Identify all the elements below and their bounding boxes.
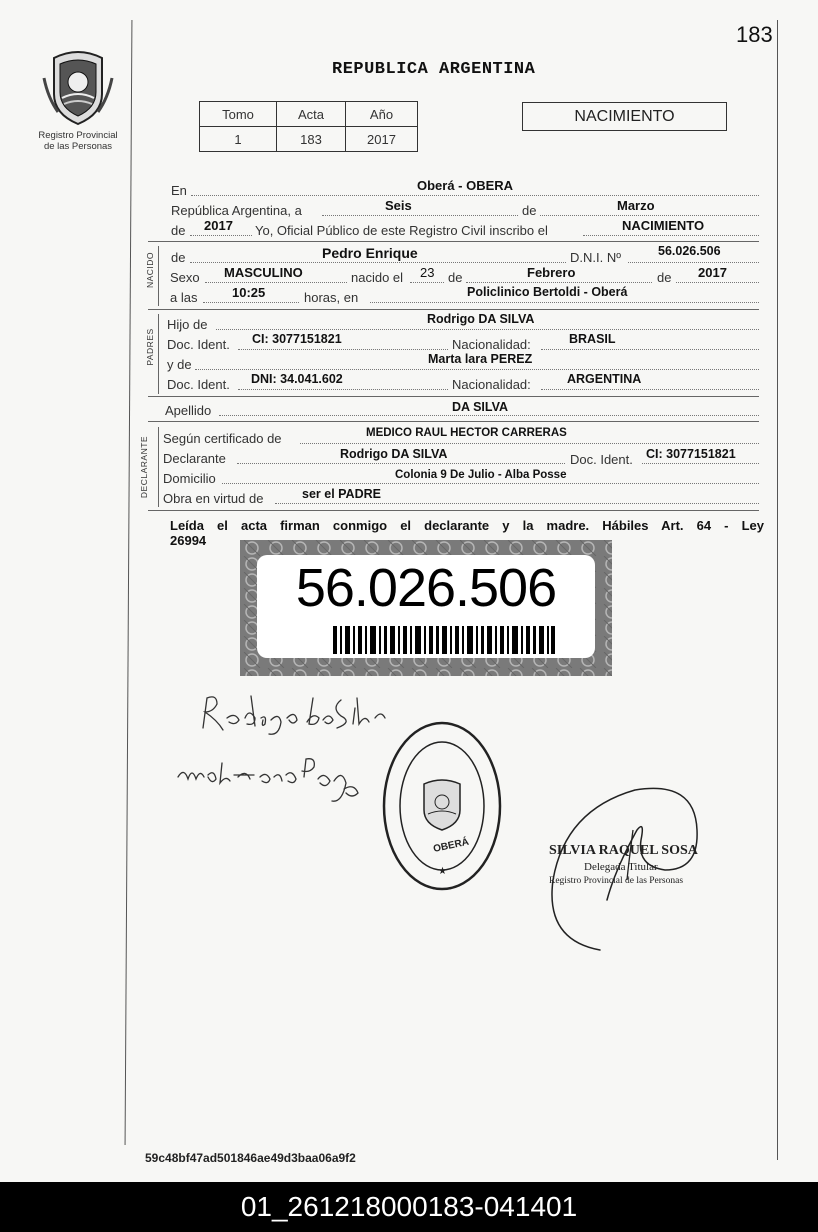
registry-name-line1: Registro Provincial <box>38 130 118 141</box>
anio-header: Año <box>346 102 418 127</box>
act-type-value: NACIMIENTO <box>622 218 705 233</box>
address-value: Colonia 9 De Julio - Alba Posse <box>395 469 567 481</box>
sticker-label-area <box>257 555 595 658</box>
section-divider <box>158 427 159 507</box>
dotted-line <box>237 463 565 464</box>
surname-value: DA SILVA <box>452 400 509 414</box>
acta-header: Acta <box>277 102 346 127</box>
segun-certificado-label: Según certificado de <box>163 431 282 446</box>
dotted-line <box>216 329 759 330</box>
footer-code-bar: 01_261218000183-041401 <box>0 1182 818 1232</box>
doc-ident-label: Doc. Ident. <box>167 377 230 392</box>
padres-section-label: PADRES <box>145 328 155 366</box>
seal-coat-of-arms <box>424 780 460 830</box>
dotted-line <box>642 463 759 464</box>
dotted-line <box>219 415 759 416</box>
section-separator <box>148 421 759 422</box>
dni-label: D.N.I. Nº <box>570 250 621 265</box>
declarante-label: Declarante <box>163 451 226 466</box>
day-value: Seis <box>385 198 412 213</box>
declarant-doc-value: CI: 3077151821 <box>646 447 736 461</box>
dotted-line <box>370 302 759 303</box>
year-value: 2017 <box>204 218 233 233</box>
father-name-value: Rodrigo DA SILVA <box>427 312 535 326</box>
declarant-value: Rodrigo DA SILVA <box>340 447 448 461</box>
birth-day-value: 23 <box>420 265 435 280</box>
nacionalidad-label: Nacionalidad: <box>452 337 531 352</box>
birth-year-value: 2017 <box>698 265 727 280</box>
record-table-header-row <box>200 102 418 127</box>
nacionalidad-label: Nacionalidad: <box>452 377 531 392</box>
registry-seal-stamp <box>380 718 504 894</box>
mother-nationality-value: ARGENTINA <box>567 372 642 386</box>
dotted-line <box>676 282 759 283</box>
birth-place-value: Policlinico Bertoldi - Oberá <box>467 285 628 299</box>
birth-time-value: 10:25 <box>232 285 266 300</box>
obra-label: Obra en virtud de <box>163 491 264 506</box>
dotted-line <box>466 282 652 283</box>
mother-signature <box>174 755 364 807</box>
registry-name <box>26 130 130 152</box>
doc-ident-label: Doc. Ident. <box>167 337 230 352</box>
de-label: de <box>171 223 186 238</box>
dotted-line <box>238 389 448 390</box>
seal-star: ★ <box>438 866 447 877</box>
dotted-line <box>195 369 759 370</box>
official-role: Delegada Titular <box>584 861 658 873</box>
de-label: de <box>657 270 672 285</box>
dni-number-sticker <box>240 540 612 676</box>
dotted-line <box>322 215 518 216</box>
hijo-de-label: Hijo de <box>167 317 208 332</box>
y-de-label: y de <box>167 357 192 372</box>
dotted-line <box>238 349 448 350</box>
capacity-value: ser el PADRE <box>302 487 381 501</box>
left-margin-line <box>125 20 133 1145</box>
child-dni-value: 56.026.506 <box>658 244 721 258</box>
dotted-line <box>540 215 759 216</box>
sexo-label: Sexo <box>170 270 200 285</box>
dotted-line <box>541 389 759 390</box>
official-organization: Registro Provincial de las Personas <box>549 876 684 886</box>
section-separator <box>148 510 759 511</box>
dotted-line <box>205 282 347 283</box>
month-value: Marzo <box>617 198 655 213</box>
declarante-section-label: DECLARANTE <box>139 435 149 499</box>
dotted-line <box>628 262 759 263</box>
domicilio-label: Domicilio <box>163 471 216 486</box>
dotted-line <box>203 302 299 303</box>
province-coat-of-arms-logo <box>40 48 116 128</box>
registry-name-line2: de las Personas <box>43 141 113 152</box>
dotted-line <box>190 235 252 236</box>
dotted-line <box>222 483 759 484</box>
section-divider <box>158 246 159 306</box>
horas-label: horas, en <box>304 290 359 305</box>
closing-statement: Leída el acta firman conmigo el declarante y la madre. Hábiles Art. 64 - Ley <box>170 518 764 533</box>
acta-value: 183 <box>277 127 346 152</box>
mother-doc-value: DNI: 34.041.602 <box>251 372 343 386</box>
tomo-value: 1 <box>200 127 277 152</box>
nacido-section-label: NACIDO <box>145 251 155 289</box>
record-table-value-row <box>200 127 418 152</box>
certificate-value: MEDICO RAUL HECTOR CARRERAS <box>366 427 567 439</box>
right-margin-line <box>777 20 778 1160</box>
tomo-header: Tomo <box>200 102 277 127</box>
dotted-line <box>191 195 759 196</box>
a-las-label: a las <box>170 290 198 305</box>
dotted-line <box>190 262 566 263</box>
mother-name-value: Marta lara PEREZ <box>428 352 533 366</box>
de-label: de <box>171 250 186 265</box>
father-nationality-value: BRASIL <box>569 332 616 346</box>
section-separator <box>148 241 759 242</box>
place-value: Oberá - OBERA <box>417 178 514 193</box>
father-doc-value: CI: 3077151821 <box>252 332 342 346</box>
record-type-box: NACIMIENTO <box>522 102 727 131</box>
official-name: SILVIA RAQUEL SOSA <box>549 843 698 858</box>
record-table <box>199 101 418 152</box>
closing-statement-tail: 26994 <box>170 533 207 548</box>
child-name-value: Pedro Enrique <box>322 245 418 261</box>
section-separator <box>148 396 759 397</box>
seal-city: OBERÁ <box>432 836 470 855</box>
de-label: de <box>448 270 463 285</box>
de-label: de <box>522 203 537 218</box>
oficial-text: Yo, Oficial Público de este Registro Civil inscribo el <box>255 223 548 238</box>
document-hash: 59c48bf47ad501846ae49d3baa06a9f2 <box>145 1151 356 1165</box>
declarant-signature <box>195 688 390 738</box>
birth-month-value: Febrero <box>527 265 576 280</box>
page-number: 183 <box>736 22 773 47</box>
section-divider <box>158 314 159 394</box>
dotted-line <box>541 349 759 350</box>
dotted-line <box>300 443 759 444</box>
dotted-line <box>583 235 759 236</box>
sticker-number: 56.026.506 <box>295 558 557 618</box>
sex-value: MASCULINO <box>224 265 303 280</box>
barcode <box>333 626 555 654</box>
en-label: En <box>171 183 187 198</box>
dotted-line <box>275 503 759 504</box>
apellido-label: Apellido <box>165 403 212 418</box>
republic-title: REPUBLICA ARGENTINA <box>332 60 536 79</box>
republica-label: República Argentina, a <box>171 203 302 218</box>
section-separator <box>148 309 759 310</box>
nacido-el-label: nacido el <box>351 270 404 285</box>
dotted-line <box>410 282 444 283</box>
anio-value: 2017 <box>346 127 418 152</box>
doc-ident-label: Doc. Ident. <box>570 452 633 467</box>
